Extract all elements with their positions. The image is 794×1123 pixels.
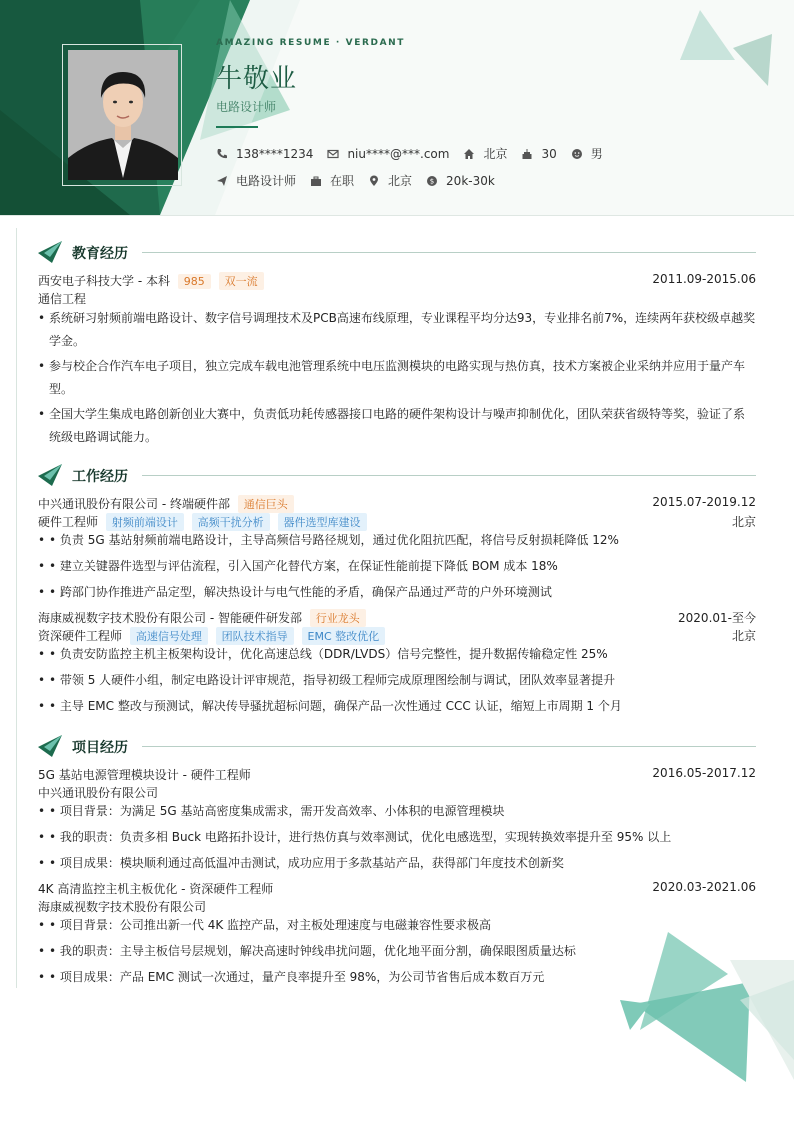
avatar bbox=[68, 50, 178, 180]
resume-header bbox=[0, 0, 794, 216]
contact-email: niu****@***.com bbox=[327, 147, 449, 161]
education-bullet: • 参与校企合作汽车电子项目，独立完成车载电池管理系统中电压监测模块的电路实现与热仿真，技术方案被企业采纳并应用于量产车 型。 bbox=[38, 359, 746, 396]
education-header bbox=[38, 272, 756, 290]
project-header bbox=[38, 880, 756, 897]
section-title: 项目经历 bbox=[72, 740, 128, 756]
education-period: 2011.09-2015.06 bbox=[652, 272, 756, 286]
footer-decoration bbox=[600, 920, 794, 1123]
section-title: 工作经历 bbox=[72, 469, 128, 485]
skill-tag: 射频前端设计 bbox=[106, 513, 184, 531]
skill-tag: 高速信号处理 bbox=[130, 627, 208, 645]
contact-row-2 bbox=[216, 172, 509, 189]
person-role: 电路设计师 bbox=[216, 100, 277, 114]
project-period: 2016.05-2017.12 bbox=[652, 766, 756, 780]
project-company: 海康威视数字技术股份有限公司 bbox=[38, 900, 207, 914]
role-underline bbox=[216, 126, 258, 128]
section-marker-icon bbox=[38, 735, 64, 757]
person-icon bbox=[571, 148, 583, 160]
job-header bbox=[38, 609, 756, 627]
job-bullet: • • 负责安防监控主机主板架构设计，优化高速总线（DDR/LVDS）信号完整性，提升数据传输稳定性 25% bbox=[38, 647, 608, 661]
section-work bbox=[38, 464, 756, 488]
money-icon bbox=[426, 175, 438, 187]
project-company: 中兴通讯股份有限公司 bbox=[38, 786, 159, 800]
contact-salary: $ 20k-30k bbox=[426, 174, 495, 188]
project-bullet: • • 项目背景：公司推出新一代 4K 监控产品，对主板处理速度与电磁兼容性要求极高 bbox=[38, 918, 492, 932]
person-name: 牛敬业 bbox=[216, 64, 298, 94]
contact-row-1 bbox=[216, 145, 617, 162]
company-name: 海康威视数字技术股份有限公司 - 智能硬件研发部 bbox=[38, 611, 302, 625]
section-marker-icon bbox=[38, 464, 64, 486]
job-bullet: • • 负责 5G 基站射频前端电路设计，主导高频信号路径规划，通过优化阻抗匹配，将信号反射损耗降低 12% bbox=[38, 533, 619, 547]
contact-target-city: 北京 bbox=[368, 172, 412, 189]
job-bullet: • • 跨部门协作推进产品定型，解决热设计与电气性能的矛盾，确保产品通过严苛的户外环境测试 bbox=[38, 585, 552, 599]
contact-target-role: 电路设计师 bbox=[216, 172, 296, 189]
project-bullet: • • 项目成果：产品 EMC 测试一次通过，量产良率提升至 98%，为公司节省售后成本数百万元 bbox=[38, 970, 545, 984]
section-rule bbox=[142, 252, 756, 253]
job-city: 北京 bbox=[731, 629, 756, 643]
cake-icon bbox=[521, 148, 533, 160]
svg-text:$: $ bbox=[429, 177, 435, 185]
project-name: 4K 高清监控主机主板优化 - 资深硬件工程师 bbox=[38, 882, 274, 896]
job-bullet: • • 主导 EMC 整改与预测试，解决传导骚扰超标问题，确保产品一次性通过 CCC 认证，缩短上市周期 1 个月 bbox=[38, 699, 622, 713]
project-header bbox=[38, 766, 756, 783]
school-name: 西安电子科技大学 - 本科 bbox=[38, 274, 170, 288]
job-position: 硬件工程师 bbox=[38, 515, 99, 529]
job-bullet: • • 建立关键器件选型与评估流程，引入国产化替代方案，在保证性能前提下降低 BOM 成本 18% bbox=[38, 559, 558, 573]
school-tag: 双一流 bbox=[219, 272, 264, 290]
section-education bbox=[38, 241, 756, 265]
home-icon bbox=[463, 148, 475, 160]
company-name: 中兴通讯股份有限公司 - 终端硬件部 bbox=[38, 497, 230, 511]
company-tag: 通信巨头 bbox=[238, 495, 294, 513]
job-header bbox=[38, 495, 756, 513]
section-rule bbox=[142, 475, 756, 476]
job-city: 北京 bbox=[731, 515, 756, 529]
project-bullet: • • 项目背景：为满足 5G 基站高密度集成需求，需开发高效率、小体积的电源管理模块 bbox=[38, 804, 505, 818]
project-bullet: • • 我的职责：负责多相 Buck 电路拓扑设计，进行热仿真与效率测试，优化电感选型，实现转换效率提升至 95% 以上 bbox=[38, 830, 672, 844]
location-icon bbox=[368, 175, 380, 187]
job-period: 2015.07-2019.12 bbox=[652, 495, 756, 509]
brand-label: AMAZING RESUME · VERDANT bbox=[216, 38, 406, 48]
mail-icon bbox=[327, 148, 339, 160]
left-accent-line bbox=[16, 228, 17, 988]
project-name: 5G 基站电源管理模块设计 - 硬件工程师 bbox=[38, 768, 251, 782]
section-rule bbox=[142, 746, 756, 747]
section-projects bbox=[38, 735, 756, 759]
job-bullet: • • 带领 5 人硬件小组，制定电路设计评审规范，指导初级工程师完成原理图绘制与调试，团队效率显著提升 bbox=[38, 673, 616, 687]
project-bullet: • • 我的职责：主导主板信号层规划，解决高速时钟线串扰问题，优化地平面分割，确保眼图质量达标 bbox=[38, 944, 576, 958]
skill-tag: 器件选型库建设 bbox=[278, 513, 367, 531]
contact-phone: 138****1234 bbox=[216, 147, 313, 161]
send-icon bbox=[216, 175, 228, 187]
briefcase-icon bbox=[310, 175, 322, 187]
skill-tag: EMC 整改优化 bbox=[302, 627, 386, 645]
company-tag: 行业龙头 bbox=[310, 609, 366, 627]
skill-tag: 高频干扰分析 bbox=[192, 513, 270, 531]
phone-icon bbox=[216, 148, 228, 160]
project-bullet: • • 项目成果：模块顺利通过高低温冲击测试，成功应用于多款基站产品，获得部门年度技术创新奖 bbox=[38, 856, 564, 870]
section-marker-icon bbox=[38, 241, 64, 263]
contact-home: 北京 bbox=[463, 145, 507, 162]
job-position: 资深硬件工程师 bbox=[38, 629, 123, 643]
skill-tag: 团队技术指导 bbox=[216, 627, 294, 645]
education-bullet: • 系统研习射频前端电路设计、数字信号调理技术及PCB高速布线原理，专业课程平均分达93，专业排名前7%，连续两年获校级卓越奖 学金。 bbox=[38, 311, 756, 348]
project-period: 2020.03-2021.06 bbox=[652, 880, 756, 894]
contact-gender: 男 bbox=[571, 145, 603, 162]
contact-age: 30 bbox=[521, 147, 556, 161]
job-period: 2020.01-至今 bbox=[678, 611, 756, 625]
contact-status: 在职 bbox=[310, 172, 354, 189]
section-title: 教育经历 bbox=[72, 246, 128, 262]
education-bullet: • 全国大学生集成电路创新创业大赛中，负责低功耗传感器接口电路的硬件架构设计与噪声抑制优化，团队荣获省级特等奖，验证了系 统级电路调试能力。 bbox=[38, 407, 746, 444]
school-tag: 985 bbox=[178, 274, 211, 289]
education-major: 通信工程 bbox=[38, 292, 87, 306]
